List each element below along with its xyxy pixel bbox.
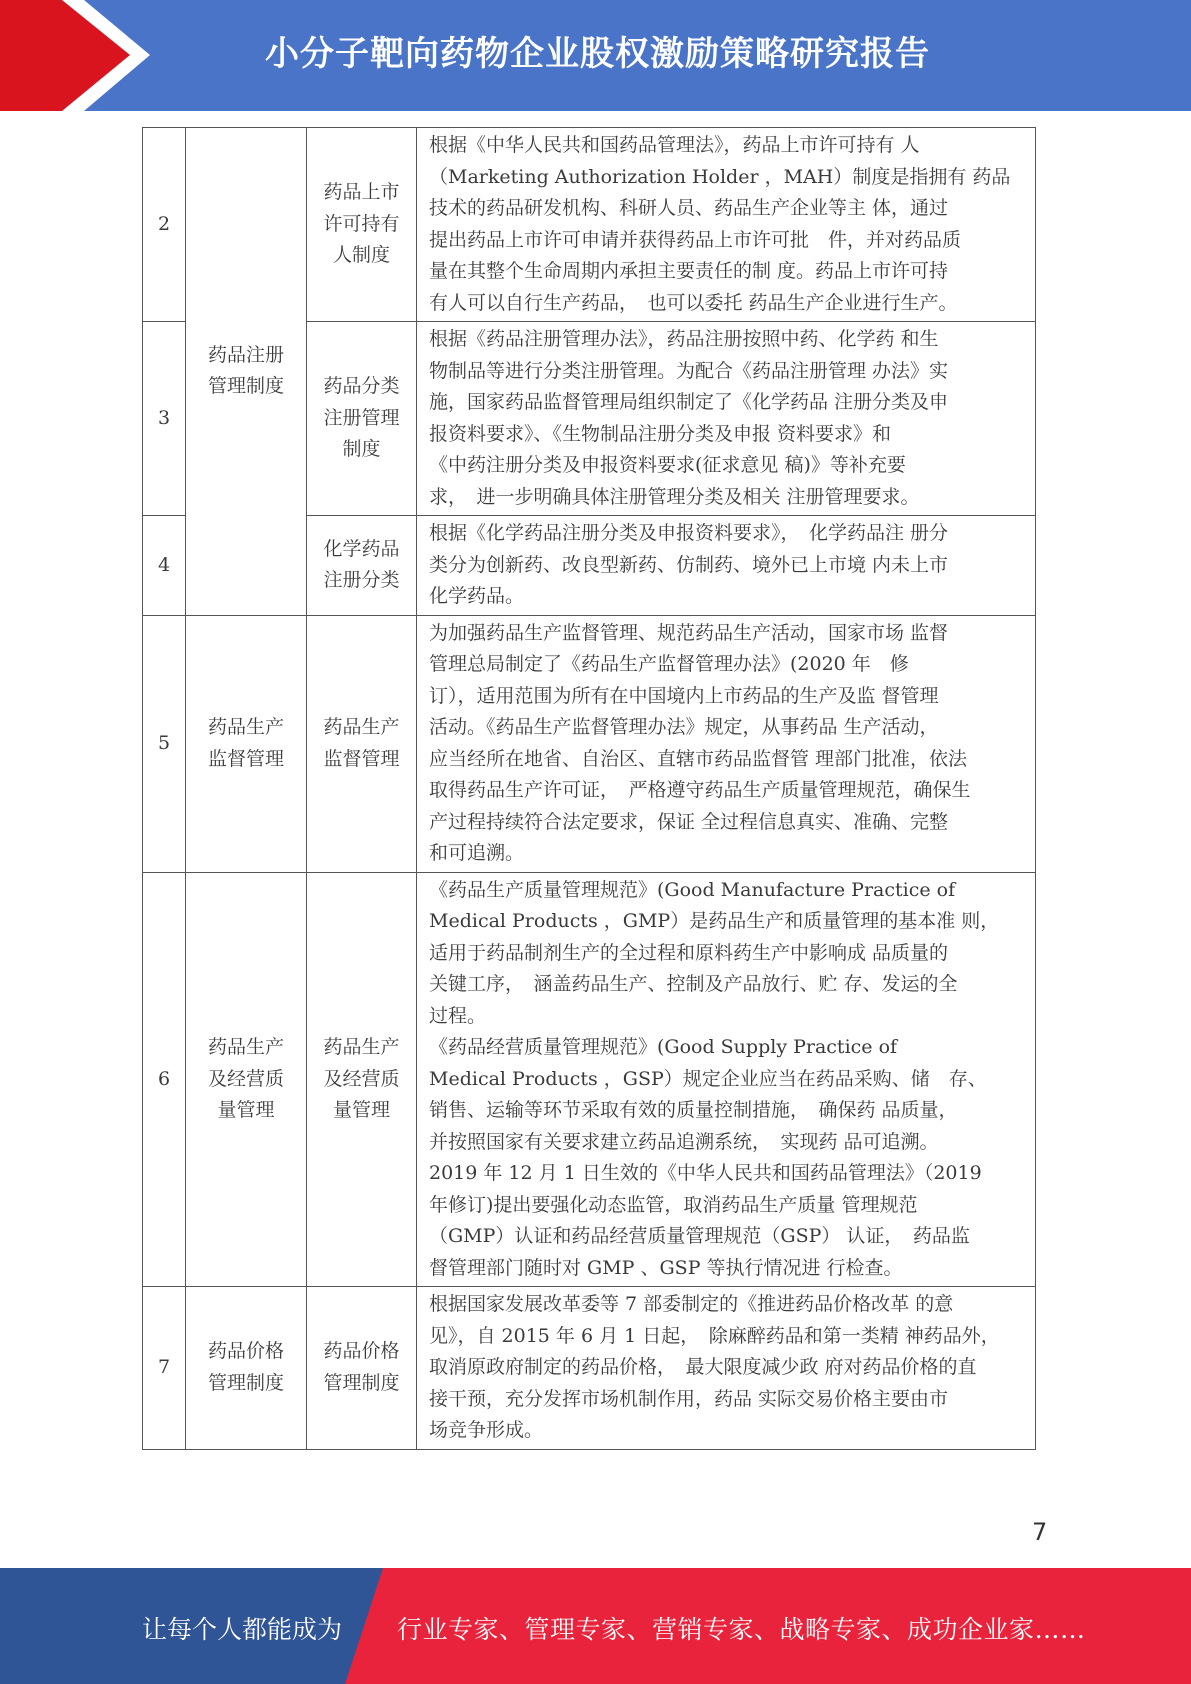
- description-line: 接干预，充分发挥市场机制作用，药品 实际交易价格主要由市: [429, 1387, 949, 1410]
- description-line: 物制品等进行分类注册管理。为配合《药品注册管理 办法》实: [429, 359, 949, 382]
- subcategory-text: 许可持有: [323, 212, 400, 235]
- page-header: [0, 0, 1191, 111]
- description-cell: [417, 322, 1036, 516]
- subcategory-text: 药品上市: [323, 181, 400, 204]
- description-line: 为加强药品生产监督管理、规范药品生产活动，国家市场 监督: [429, 621, 949, 644]
- description-cell: [417, 1287, 1036, 1450]
- row-number: 2: [143, 128, 186, 322]
- description-line: 根据国家发展改革委等 7 部委制定的《推进药品价格改革 的意: [429, 1293, 954, 1315]
- row-number: 3: [143, 322, 186, 516]
- subcategory-text: 制度: [342, 438, 381, 461]
- description-cell: [417, 615, 1036, 872]
- description-line: 施，国家药品监督管理局组织制定了《化学药品 注册分类及申: [429, 391, 949, 413]
- description-line: 并按照国家有关要求建立药品追溯系统， 实现药 品可追溯。: [429, 1130, 939, 1153]
- subcategory-text: 药品分类: [323, 375, 400, 398]
- description-line: 根据《中华人民共和国药品管理法》，药品上市许可持有 人: [429, 134, 920, 156]
- category-text: 及经营质: [207, 1067, 284, 1090]
- description-line: 《药品生产质量管理规范》(Good Manufacture Practice of: [429, 878, 956, 901]
- description-line: 活动。《药品生产监督管理办法》规定，从事药品 生产活动，: [429, 716, 939, 738]
- description-line: 取得药品生产许可证， 严格遵守药品生产质量管理规范，确保生: [429, 779, 971, 801]
- description-line: 求， 进一步明确具体注册管理分类及相关 注册管理要求。: [429, 485, 920, 508]
- category-text: 药品生产: [207, 1036, 284, 1058]
- description-line: （Marketing Authorization Holder ，MAH）制度是指拥有 药品: [429, 165, 1011, 188]
- category-text: 药品注册: [207, 343, 284, 366]
- description-line: 取消原政府制定的药品价格， 最大限度减少政 府对药品价格的直: [429, 1356, 977, 1378]
- description-line: 《药品经营质量管理规范》(Good Supply Practice of: [429, 1036, 898, 1058]
- page-footer: [0, 1568, 1191, 1684]
- description-line: 关键工序， 涵盖药品生产、控制及产品放行、贮 存、发运的全: [429, 973, 958, 995]
- description-line: 化学药品。: [429, 585, 525, 607]
- description-line: 报资料要求》、《生物制品注册分类及申报 资料要求》和: [429, 422, 892, 445]
- subcategory-text: 药品生产: [323, 716, 400, 738]
- category-cell: [186, 1287, 307, 1450]
- footer-slogan-left: 让每个人都能成为: [142, 1615, 343, 1644]
- description-line: 场竞争形成。: [429, 1419, 544, 1441]
- description-line: 提出药品上市许可申请并获得药品上市许可批 件，并对药品质: [429, 228, 962, 251]
- description-line: 产过程持续符合法定要求，保证 全过程信息真实、准确、完整: [429, 810, 949, 833]
- description-line: 和可追溯。: [429, 842, 525, 864]
- description-line: 《中药注册分类及申报资料要求(征求意见 稿)》等补充要: [429, 454, 906, 476]
- category-text: 药品价格: [207, 1340, 284, 1363]
- subcategory-text: 注册分类: [323, 569, 400, 592]
- description-line: 类分为创新药、改良型新药、仿制药、境外已上市境 内未上市: [429, 553, 949, 576]
- description-line: 督管理部门随时对 GMP 、GSP 等执行情况进 行检查。: [429, 1256, 903, 1279]
- subcategory-text: 监督管理: [323, 747, 400, 770]
- subcategory-cell: [307, 872, 417, 1287]
- category-cell: [186, 872, 307, 1287]
- category-text: 管理制度: [207, 375, 284, 398]
- description-line: 根据《化学药品注册分类及申报资料要求》， 化学药品注 册分: [429, 522, 949, 544]
- category-text: 量管理: [217, 1099, 275, 1121]
- subcategory-cell: [307, 516, 417, 616]
- category-cell: [186, 128, 307, 616]
- report-title: 小分子靶向药物企业股权激励策略研究报告: [265, 34, 930, 74]
- page-number: 7: [1032, 1518, 1048, 1546]
- description-line: 适用于药品制剂生产的全过程和原料药生产中影响成 品质量的: [429, 941, 949, 964]
- description-line: 2019 年 12 月 1 日生效的《中华人民共和国药品管理法》（2019: [429, 1162, 982, 1184]
- description-cell: [417, 128, 1036, 322]
- description-line: 管理总局制定了《药品生产监督管理办法》(2020 年 修: [429, 653, 909, 675]
- category-text: 管理制度: [207, 1371, 284, 1394]
- category-cell: [186, 615, 307, 872]
- subcategory-text: 化学药品: [323, 537, 400, 560]
- table-row: [143, 615, 1036, 872]
- table-row: [143, 872, 1036, 1287]
- category-text: 药品生产: [207, 716, 284, 738]
- description-line: （GMP）认证和药品经营质量管理规范（GSP） 认证， 药品监: [429, 1225, 970, 1247]
- subcategory-text: 量管理: [332, 1099, 390, 1121]
- description-line: 量在其整个生命周期内承担主要责任的制 度。药品上市许可持: [429, 260, 949, 282]
- description-cell: [417, 872, 1036, 1287]
- category-text: 监督管理: [207, 747, 284, 770]
- description-line: 有人可以自行生产药品， 也可以委托 药品生产企业进行生产。: [429, 291, 958, 314]
- subcategory-text: 及经营质: [323, 1067, 400, 1090]
- description-line: 见》，自 2015 年 6 月 1 日起， 除麻醉药品和第一类精 神药品外，: [429, 1324, 1000, 1347]
- description-line: 销售、运输等环节采取有效的质量控制措施， 确保药 品质量，: [429, 1099, 958, 1121]
- subcategory-text: 药品生产: [323, 1036, 400, 1058]
- red-chevron-shape: [0, 0, 150, 111]
- description-line: Medical Products ，GMP）是药品生产和质量管理的基本准 则，: [429, 910, 1000, 932]
- row-number: 6: [143, 872, 186, 1287]
- row-number: 7: [143, 1287, 186, 1450]
- description-line: 过程。: [429, 1004, 487, 1027]
- subcategory-text: 药品价格: [323, 1340, 400, 1363]
- subcategory-cell: [307, 322, 417, 516]
- description-cell: [417, 516, 1036, 616]
- row-number: 4: [143, 516, 186, 616]
- subcategory-text: 注册管理: [323, 406, 400, 429]
- description-line: 订），适用范围为所有在中国境内上市药品的生产及监 督管理: [429, 684, 939, 707]
- description-line: Medical Products ，GSP）规定企业应当在药品采购、储 存、: [429, 1067, 987, 1090]
- subcategory-cell: [307, 615, 417, 872]
- subcategory-text: 管理制度: [323, 1371, 400, 1394]
- table-row: [143, 1287, 1036, 1450]
- description-line: 应当经所在地省、自治区、直辖市药品监督管 理部门批准，依法: [429, 747, 968, 770]
- subcategory-cell: [307, 128, 417, 322]
- footer-slogan-right: 行业专家、管理专家、营销专家、战略专家、成功企业家……: [397, 1615, 1086, 1644]
- table-row: [143, 128, 1036, 322]
- row-number: 5: [143, 615, 186, 872]
- regulation-table: [142, 127, 1036, 1450]
- subcategory-cell: [307, 1287, 417, 1450]
- subcategory-text: 人制度: [332, 244, 390, 267]
- description-line: 技术的药品研发机构、科研人员、药品生产企业等主 体，通过: [429, 197, 949, 219]
- description-line: 年修订)提出要强化动态监管，取消药品生产质量 管理规范: [429, 1193, 918, 1216]
- description-line: 根据《药品注册管理办法》，药品注册按照中药、化学药 和生: [429, 328, 939, 350]
